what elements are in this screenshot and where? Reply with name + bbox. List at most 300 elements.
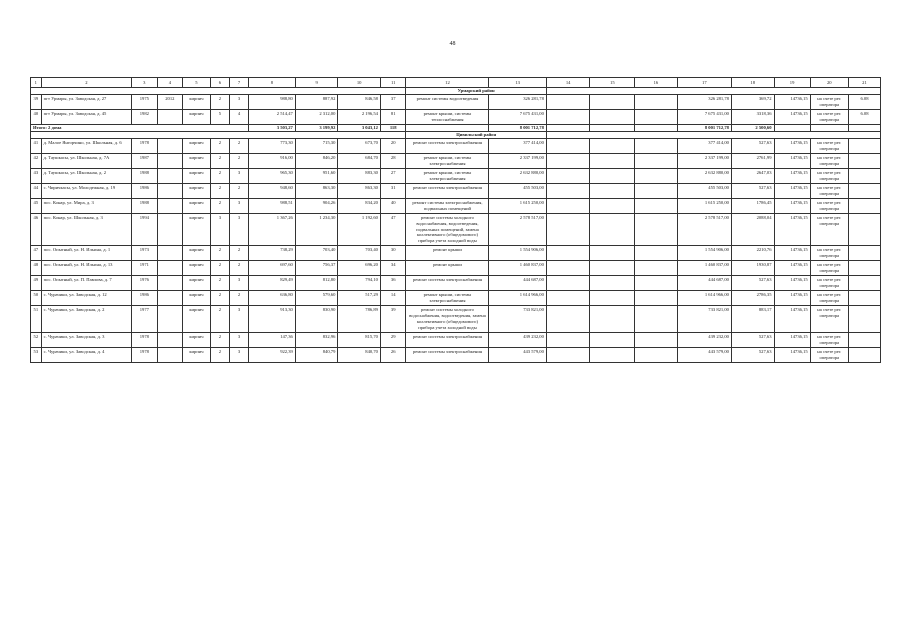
column-number-3: 3 [132, 78, 158, 88]
cell-col-16 [635, 306, 678, 333]
cell-total-area: 988,51 [249, 198, 296, 213]
cell-year-built: 1994 [132, 213, 158, 246]
cell-row-number: 44 [31, 183, 42, 198]
cell-col-14 [546, 347, 590, 362]
section-spacer [31, 88, 406, 95]
cell-address: д. Таушкасы, ул. Школьная, д. 2 [41, 168, 131, 183]
cell-area-residential: 517,29 [338, 291, 381, 306]
cell-total-area: 948,60 [249, 183, 296, 198]
table-row [31, 183, 881, 198]
cell-year-repair: 2012 [157, 95, 183, 110]
cell-entrances: 2 [229, 291, 248, 306]
cell-entrances: 3 [229, 198, 248, 213]
cell-year-built: 1982 [132, 109, 158, 124]
cell-area-residential: 703,40 [338, 246, 381, 261]
cell-area-premises: 951,60 [295, 168, 338, 183]
cell-row-number: 45 [31, 198, 42, 213]
cell-col-21 [848, 291, 880, 306]
cell-max-cost: 14736,15 [774, 168, 810, 183]
cell-area-residential: 840,70 [338, 347, 381, 362]
cell-col-21 [848, 198, 880, 213]
cell-col-14 [546, 95, 590, 110]
cell-address: д. Таушкасы, ул. Школьная, д. 7А [41, 153, 131, 168]
cell-work-type: ремонт системы водоотведения [406, 95, 489, 110]
cell-residents: 36 [380, 276, 406, 291]
cell-entrances: 2 [229, 246, 248, 261]
cell-floors: 2 [210, 306, 229, 333]
cell-fund-account: на счете рег. оператора [810, 153, 848, 168]
total-empty [810, 124, 848, 131]
cell-area-premises: 2 312,00 [295, 109, 338, 124]
cell-fund-account: на счете рег. оператора [810, 109, 848, 124]
cell-wall-material: кирпич [183, 246, 211, 261]
cell-max-cost: 14736,15 [774, 213, 810, 246]
cell-max-cost: 14736,15 [774, 138, 810, 153]
cell-address: д. Малое Янгорчино, ул. Школьная, д. 6 [41, 138, 131, 153]
cell-area-premises: 579,60 [295, 291, 338, 306]
cell-total-area: 697,60 [249, 261, 296, 276]
cell-max-cost: 14736,15 [774, 183, 810, 198]
cell-area-premises: 756,37 [295, 261, 338, 276]
cell-floors: 2 [210, 291, 229, 306]
cell-wall-material: кирпич [183, 168, 211, 183]
cell-entrances: 3 [229, 333, 248, 348]
cell-entrances: 3 [229, 95, 248, 110]
total-area-residential: 3 043,12 [338, 124, 381, 131]
cell-specific-cost: 527,63 [731, 347, 774, 362]
cell-specific-cost: 369,72 [731, 95, 774, 110]
cell-max-cost: 14736,15 [774, 276, 810, 291]
cell-col-16 [635, 347, 678, 362]
cell-repair-cost: 1 614 966,00 [489, 291, 546, 306]
cell-col-16 [635, 183, 678, 198]
total-empty [848, 124, 880, 131]
cell-owner-funds: 1 554 906,00 [677, 246, 731, 261]
total-residents: 118 [380, 124, 406, 131]
cell-address: с. Чиричкасы, ул. Молодежная, д. 19 [41, 183, 131, 198]
column-number-row [31, 78, 881, 88]
cell-work-type: ремонт системы холодного водоснабжения, водоотведения, замена коллективного (общедомового) прибора учета холодной воды [406, 306, 489, 333]
cell-area-residential: 684,70 [338, 153, 381, 168]
cell-col-14 [546, 276, 590, 291]
cell-address: пос. Опытный, ул. Н. Ильина, д. 1 [41, 246, 131, 261]
cell-entrances: 4 [229, 109, 248, 124]
table-row [31, 246, 881, 261]
table-row [31, 333, 881, 348]
cell-repair-cost: 7 675 431,00 [489, 109, 546, 124]
cell-residents: 39 [380, 306, 406, 333]
cell-year-built: 1988 [132, 198, 158, 213]
cell-col-16 [635, 246, 678, 261]
cell-address: пос. Конар, ул. Школьная, д. 3 [41, 213, 131, 246]
cell-specific-cost: 2088,04 [731, 213, 774, 246]
cell-total-area: 636,80 [249, 291, 296, 306]
cell-address: пгт Урмары, ул. Заводская, д. 45 [41, 109, 131, 124]
cell-work-type: ремонт системы электроснабжения [406, 183, 489, 198]
table-row [31, 261, 881, 276]
cell-area-premises: 904,26 [295, 198, 338, 213]
cell-col-16 [635, 213, 678, 246]
cell-wall-material: кирпич [183, 138, 211, 153]
cell-total-area: 829,49 [249, 276, 296, 291]
section-title: Цивильский район [406, 131, 546, 138]
cell-entrances: 3 [229, 347, 248, 362]
cell-col-21: 6.08 [848, 109, 880, 124]
cell-col-14 [546, 291, 590, 306]
cell-max-cost: 14736,15 [774, 95, 810, 110]
cell-row-number: 46 [31, 213, 42, 246]
cell-col-14 [546, 109, 590, 124]
total-owner-funds: 8 001 712,78 [677, 124, 731, 131]
column-number-19: 19 [774, 78, 810, 88]
total-empty [774, 124, 810, 131]
cell-col-21 [848, 183, 880, 198]
cell-wall-material: кирпич [183, 333, 211, 348]
cell-owner-funds: 1 615 250,00 [677, 198, 731, 213]
cell-fund-account: на счете рег. оператора [810, 183, 848, 198]
cell-owner-funds: 7 675 431,00 [677, 109, 731, 124]
cell-repair-cost: 1 460 837,00 [489, 261, 546, 276]
cell-area-residential: 863,30 [338, 183, 381, 198]
cell-work-type: ремонт системы электроснабжения [406, 333, 489, 348]
cell-work-type: ремонт системы холодного водоснабжения, водоотведения, подвальных помещений, замена коллективного (общедомового) прибора учета холодной воды [406, 213, 489, 246]
cell-row-number: 43 [31, 168, 42, 183]
cell-max-cost: 14736,15 [774, 198, 810, 213]
cell-fund-account: на счете рег. оператора [810, 306, 848, 333]
cell-area-residential: 834,20 [338, 198, 381, 213]
cell-col-14 [546, 198, 590, 213]
column-number-8: 8 [249, 78, 296, 88]
cell-year-repair [157, 333, 183, 348]
cell-address: с. Чурачики, ул. Заводская, д. 3 [41, 333, 131, 348]
cell-area-premises: 863,30 [295, 183, 338, 198]
cell-year-built: 1987 [132, 153, 158, 168]
cell-floors: 2 [210, 347, 229, 362]
cell-owner-funds: 455 503,00 [677, 183, 731, 198]
cell-year-repair [157, 306, 183, 333]
cell-repair-cost: 733 821,00 [489, 306, 546, 333]
cell-owner-funds: 2 337 199,00 [677, 153, 731, 168]
cell-work-type: ремонт крыши [406, 261, 489, 276]
table-row [31, 276, 881, 291]
cell-area-residential: 1 192,60 [338, 213, 381, 246]
table-row [31, 306, 881, 333]
cell-col-14 [546, 168, 590, 183]
cell-fund-account: на счете рег. оператора [810, 95, 848, 110]
cell-residents: 34 [380, 261, 406, 276]
cell-wall-material: кирпич [183, 213, 211, 246]
cell-year-repair [157, 261, 183, 276]
cell-area-residential: 846,58 [338, 95, 381, 110]
cell-year-repair [157, 347, 183, 362]
cell-year-built: 1986 [132, 183, 158, 198]
cell-year-built: 1976 [132, 276, 158, 291]
cell-floors: 2 [210, 138, 229, 153]
cell-fund-account: на счете рег. оператора [810, 246, 848, 261]
cell-owner-funds: 2 632 880,00 [677, 168, 731, 183]
cell-work-type: ремонт системы электроснабжения [406, 138, 489, 153]
cell-fund-account: на счете рег. оператора [810, 198, 848, 213]
cell-row-number: 42 [31, 153, 42, 168]
cell-repair-cost: 455 503,00 [489, 183, 546, 198]
cell-col-15 [590, 198, 635, 213]
cell-col-15 [590, 276, 635, 291]
cell-specific-cost: 1786,45 [731, 198, 774, 213]
cell-row-number: 41 [31, 138, 42, 153]
cell-wall-material: кирпич [183, 183, 211, 198]
cell-floors: 2 [210, 198, 229, 213]
cell-total-area: 773,30 [249, 138, 296, 153]
column-number-16: 16 [635, 78, 678, 88]
cell-specific-cost: 1930,87 [731, 261, 774, 276]
cell-area-premises: 840,79 [295, 347, 338, 362]
cell-residents: 28 [380, 153, 406, 168]
table-row [31, 213, 881, 246]
cell-repair-cost: 439 232,00 [489, 333, 546, 348]
cell-wall-material: кирпич [183, 153, 211, 168]
cell-col-14 [546, 183, 590, 198]
cell-col-15 [590, 109, 635, 124]
cell-residents: 26 [380, 347, 406, 362]
cell-area-premises: 812,80 [295, 276, 338, 291]
cell-specific-cost: 2647,03 [731, 168, 774, 183]
cell-repair-cost: 444 687,00 [489, 276, 546, 291]
capital-repair-register-table [30, 77, 881, 363]
total-empty [635, 124, 678, 131]
cell-col-21 [848, 138, 880, 153]
cell-wall-material: кирпич [183, 261, 211, 276]
cell-max-cost: 14736,15 [774, 261, 810, 276]
cell-entrances: 2 [229, 183, 248, 198]
cell-year-repair [157, 246, 183, 261]
table-row [31, 109, 881, 124]
cell-col-14 [546, 153, 590, 168]
cell-wall-material: кирпич [183, 109, 211, 124]
total-empty [546, 124, 590, 131]
cell-work-type: ремонт системы электроснабжения [406, 276, 489, 291]
cell-total-area: 738,29 [249, 246, 296, 261]
cell-row-number: 50 [31, 291, 42, 306]
total-repair-cost: 8 001 712,78 [489, 124, 546, 131]
cell-specific-cost: 527,63 [731, 183, 774, 198]
cell-row-number: 49 [31, 276, 42, 291]
cell-fund-account: на счете рег. оператора [810, 347, 848, 362]
cell-col-16 [635, 198, 678, 213]
cell-row-number: 48 [31, 261, 42, 276]
cell-col-15 [590, 261, 635, 276]
cell-owner-funds: 444 687,00 [677, 276, 731, 291]
total-area: 3 503,27 [249, 124, 296, 131]
cell-work-type: ремонт системы электроснабжения, подвальных помещений [406, 198, 489, 213]
cell-year-built: 1978 [132, 333, 158, 348]
cell-col-15 [590, 138, 635, 153]
cell-col-21 [848, 333, 880, 348]
cell-total-area: 916,00 [249, 153, 296, 168]
cell-col-21 [848, 261, 880, 276]
cell-total-area: 2 514,47 [249, 109, 296, 124]
cell-residents: 27 [380, 168, 406, 183]
cell-year-built: 1978 [132, 138, 158, 153]
cell-col-15 [590, 213, 635, 246]
cell-area-premises: 830,90 [295, 306, 338, 333]
cell-specific-cost: 2210,76 [731, 246, 774, 261]
cell-year-repair [157, 109, 183, 124]
cell-year-built: 1988 [132, 168, 158, 183]
section-spacer [546, 131, 880, 138]
cell-max-cost: 14736,15 [774, 109, 810, 124]
cell-col-16 [635, 153, 678, 168]
cell-area-premises: 1 234,30 [295, 213, 338, 246]
cell-entrances: 3 [229, 213, 248, 246]
cell-year-repair [157, 153, 183, 168]
cell-year-repair [157, 183, 183, 198]
cell-address: с. Чурачики, ул. Заводская, д. 12 [41, 291, 131, 306]
cell-wall-material: кирпич [183, 95, 211, 110]
cell-total-area: 965,30 [249, 168, 296, 183]
cell-col-16 [635, 291, 678, 306]
cell-area-residential: 696,20 [338, 261, 381, 276]
cell-floors: 2 [210, 261, 229, 276]
cell-floors: 2 [210, 246, 229, 261]
cell-wall-material: кирпич [183, 291, 211, 306]
cell-col-15 [590, 183, 635, 198]
table-row [31, 95, 881, 110]
cell-specific-cost: 2786,35 [731, 291, 774, 306]
cell-owner-funds: 443 579,00 [677, 347, 731, 362]
cell-area-residential: 794,10 [338, 276, 381, 291]
cell-col-14 [546, 246, 590, 261]
cell-max-cost: 14736,15 [774, 246, 810, 261]
cell-fund-account: на счете рег. оператора [810, 276, 848, 291]
cell-fund-account: на счете рег. оператора [810, 261, 848, 276]
cell-col-16 [635, 109, 678, 124]
cell-address: с. Чурачики, ул. Заводская, д. 2 [41, 306, 131, 333]
cell-owner-funds: 2 578 517,00 [677, 213, 731, 246]
cell-col-21 [848, 306, 880, 333]
cell-col-14 [546, 261, 590, 276]
cell-area-residential: 786,89 [338, 306, 381, 333]
cell-col-15 [590, 306, 635, 333]
cell-col-15 [590, 291, 635, 306]
cell-col-14 [546, 306, 590, 333]
cell-work-type: ремонт крыши [406, 246, 489, 261]
cell-entrances: 3 [229, 306, 248, 333]
cell-wall-material: кирпич [183, 306, 211, 333]
total-area-premises: 3 199,92 [295, 124, 338, 131]
total-empty [590, 124, 635, 131]
cell-floors: 3 [210, 213, 229, 246]
cell-year-repair [157, 138, 183, 153]
cell-area-residential: 2 196,54 [338, 109, 381, 124]
cell-col-16 [635, 138, 678, 153]
cell-area-premises: 715,30 [295, 138, 338, 153]
cell-entrances: 2 [229, 138, 248, 153]
cell-year-repair [157, 213, 183, 246]
cell-address: пос. Опытный, ул. Н. Ильина, д. 13 [41, 261, 131, 276]
cell-col-16 [635, 168, 678, 183]
cell-repair-cost: 326 281,78 [489, 95, 546, 110]
column-number-17: 17 [677, 78, 731, 88]
cell-col-14 [546, 333, 590, 348]
cell-wall-material: кирпич [183, 276, 211, 291]
cell-address: с. Чурачики, ул. Заводская, д. 4 [41, 347, 131, 362]
cell-address: пос. Опытный, ул. П. Павлова, д. 7 [41, 276, 131, 291]
cell-wall-material: кирпич [183, 198, 211, 213]
cell-col-21 [848, 213, 880, 246]
cell-total-area: 1 367,26 [249, 213, 296, 246]
cell-year-built: 1971 [132, 261, 158, 276]
cell-col-21 [848, 246, 880, 261]
table-row [31, 347, 881, 362]
cell-fund-account: на счете рег. оператора [810, 213, 848, 246]
cell-year-built: 1977 [132, 306, 158, 333]
cell-residents: 29 [380, 333, 406, 348]
cell-col-21 [848, 153, 880, 168]
cell-area-residential: 883,30 [338, 168, 381, 183]
cell-max-cost: 14736,15 [774, 347, 810, 362]
cell-entrances: 2 [229, 261, 248, 276]
cell-owner-funds: 1 460 837,00 [677, 261, 731, 276]
cell-residents: 81 [380, 109, 406, 124]
table-row [31, 138, 881, 153]
cell-col-16 [635, 333, 678, 348]
column-number-15: 15 [590, 78, 635, 88]
cell-repair-cost: 1 615 250,00 [489, 198, 546, 213]
cell-fund-account: на счете рег. оператора [810, 168, 848, 183]
column-number-9: 9 [295, 78, 338, 88]
cell-col-15 [590, 168, 635, 183]
cell-total-area: 988,80 [249, 95, 296, 110]
cell-floors: 2 [210, 168, 229, 183]
column-number-21: 21 [848, 78, 880, 88]
cell-specific-cost: 3318,36 [731, 109, 774, 124]
cell-col-15 [590, 246, 635, 261]
cell-area-premises: 846,20 [295, 153, 338, 168]
cell-total-area: 913,30 [249, 306, 296, 333]
cell-floors: 2 [210, 95, 229, 110]
section-spacer [546, 88, 880, 95]
cell-year-built: 1973 [132, 246, 158, 261]
cell-residents: 20 [380, 138, 406, 153]
cell-year-built: 1975 [132, 95, 158, 110]
cell-owner-funds: 377 414,00 [677, 138, 731, 153]
column-number-4: 4 [157, 78, 183, 88]
cell-specific-cost: 2761,99 [731, 153, 774, 168]
cell-specific-cost: 527,63 [731, 333, 774, 348]
cell-area-residential: 815,70 [338, 333, 381, 348]
cell-residents: 31 [380, 183, 406, 198]
column-number-2: 2 [41, 78, 131, 88]
cell-total-area: 147,36 [249, 333, 296, 348]
table-row [31, 291, 881, 306]
cell-area-premises: 887,92 [295, 95, 338, 110]
cell-row-number: 51 [31, 306, 42, 333]
cell-repair-cost: 2 578 517,00 [489, 213, 546, 246]
cell-col-16 [635, 276, 678, 291]
cell-specific-cost: 883,17 [731, 306, 774, 333]
cell-address: пос. Конар, ул. Мира, д. 3 [41, 198, 131, 213]
cell-max-cost: 14736,15 [774, 291, 810, 306]
section-spacer [31, 131, 406, 138]
cell-col-15 [590, 347, 635, 362]
cell-owner-funds: 1 614 966,00 [677, 291, 731, 306]
column-number-14: 14 [546, 78, 590, 88]
cell-entrances: 3 [229, 276, 248, 291]
cell-entrances: 3 [229, 168, 248, 183]
cell-col-21 [848, 347, 880, 362]
total-label: Итого: 2 дома [31, 124, 249, 131]
table-row [31, 153, 881, 168]
